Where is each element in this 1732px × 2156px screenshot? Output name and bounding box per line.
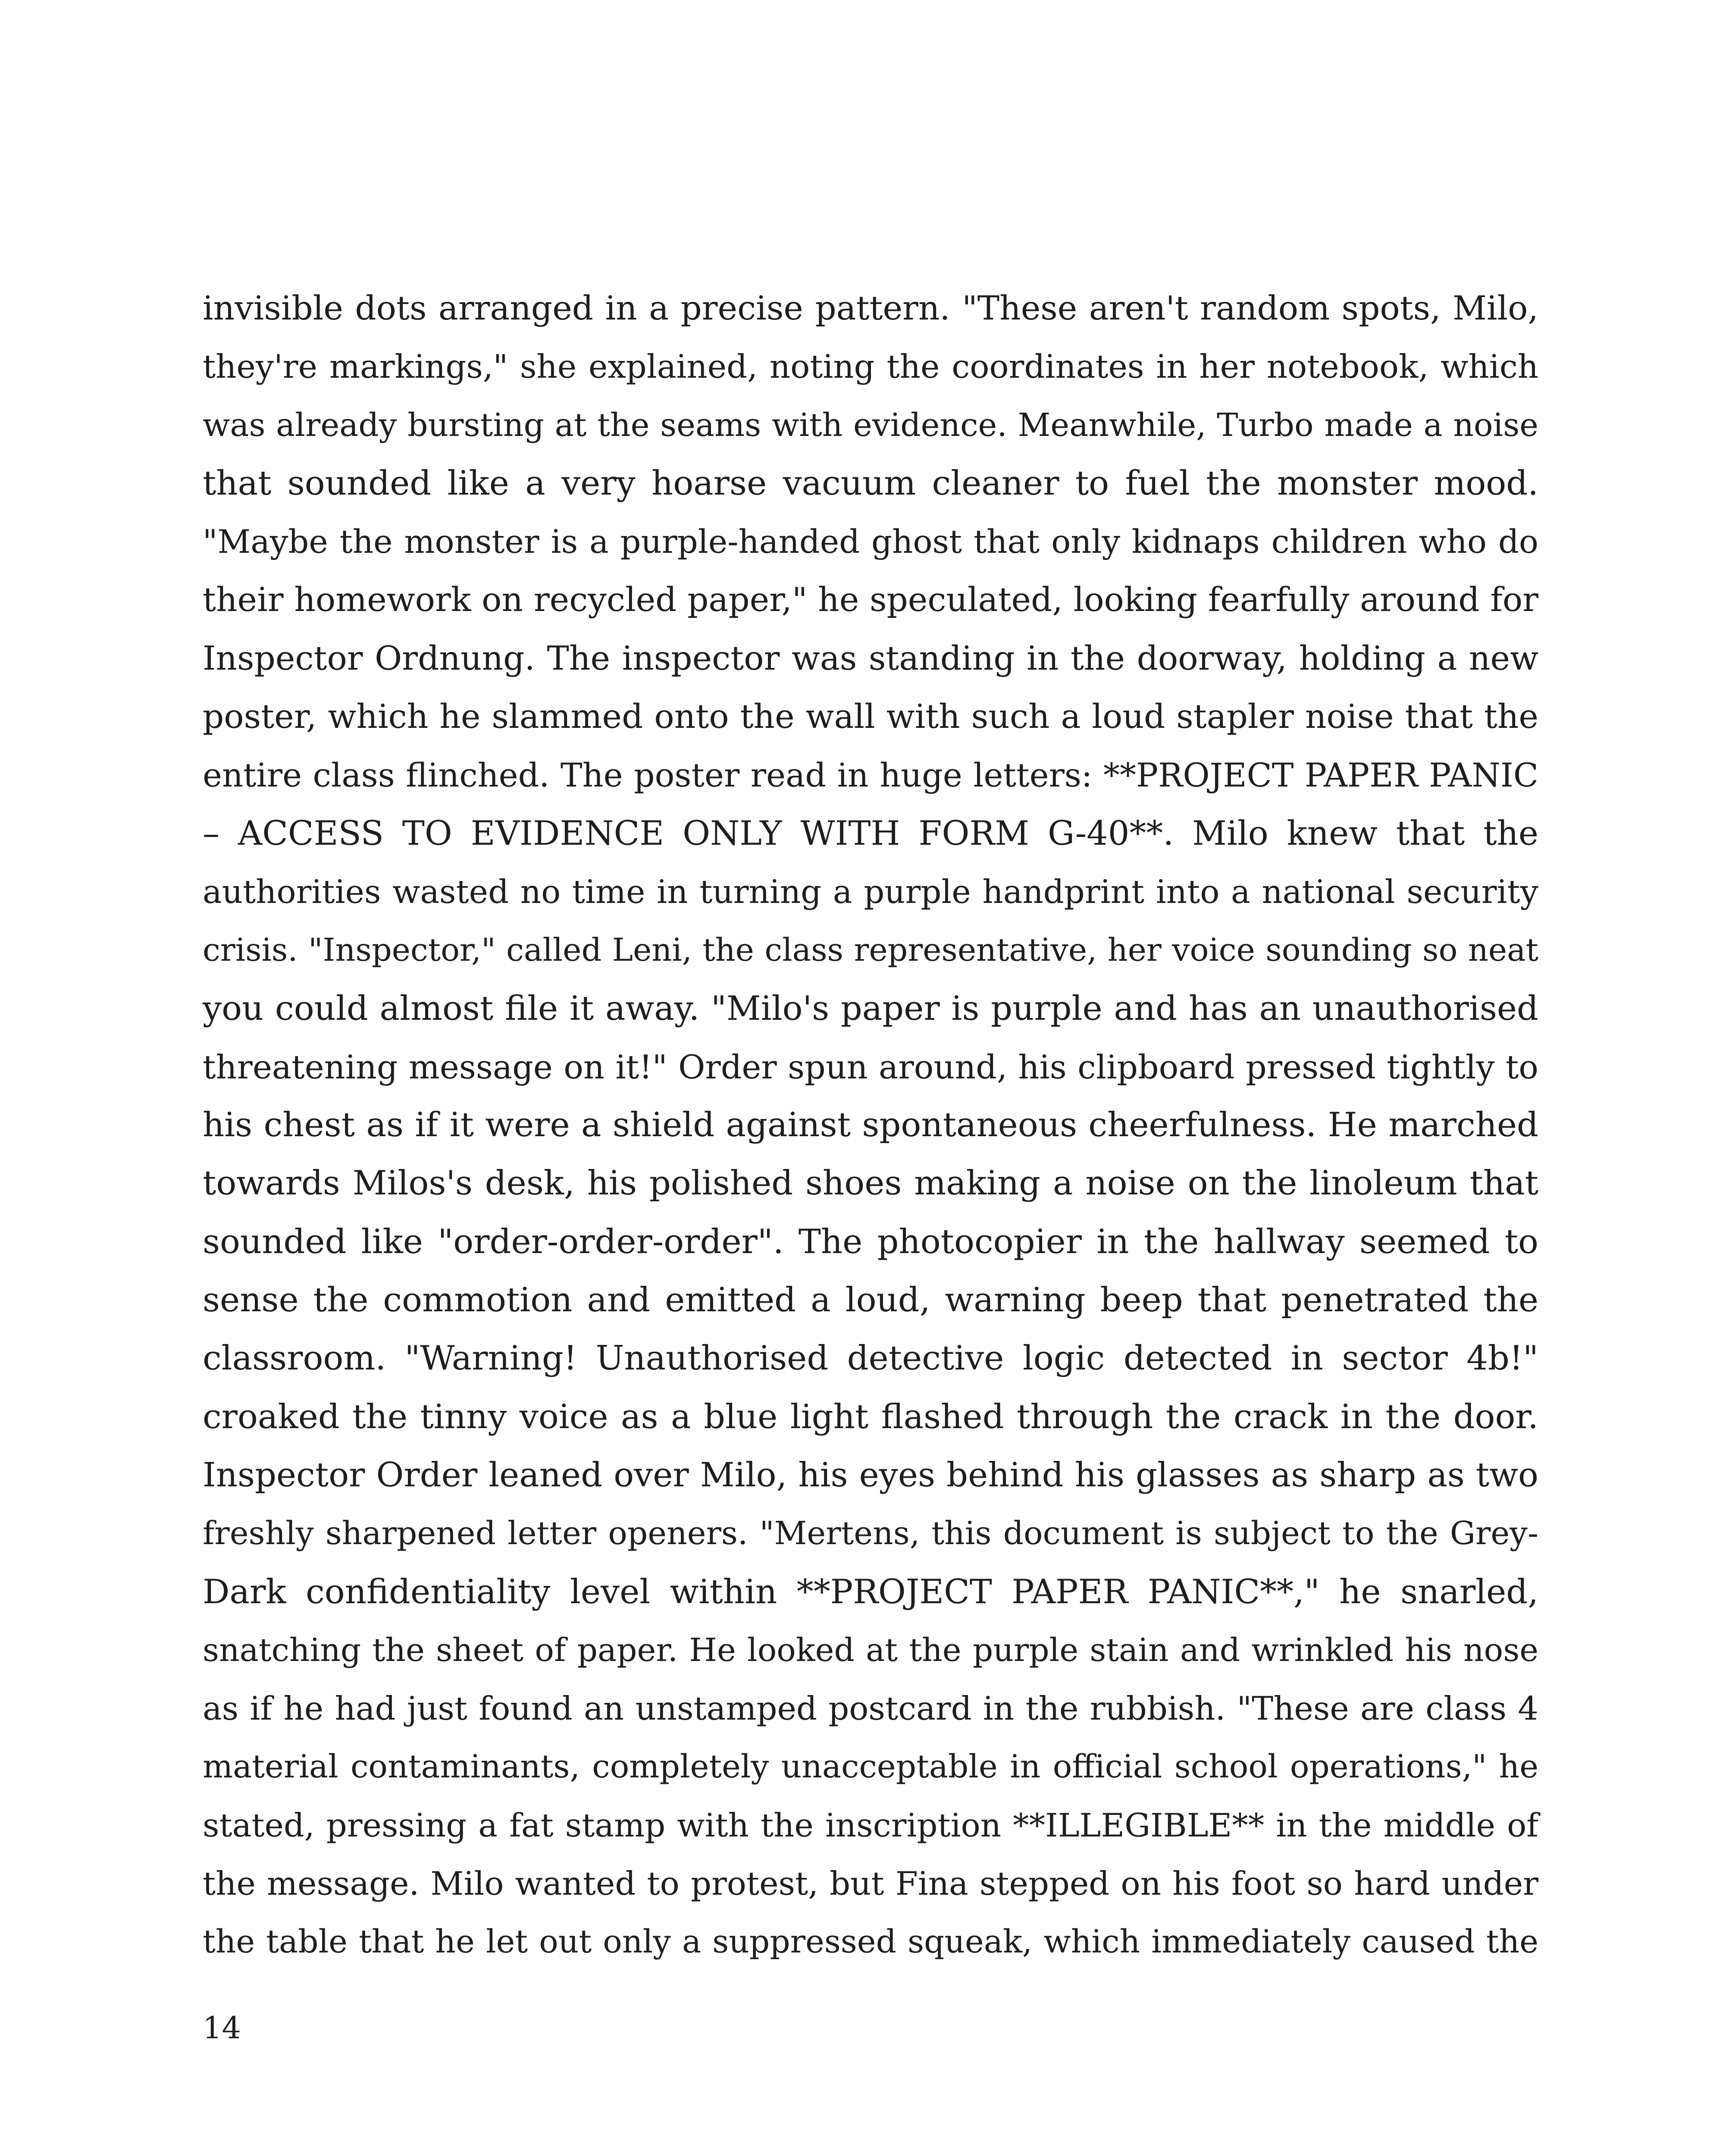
text-line: sounded like "order-order-order". The photocopier in the hallway seemed to: [203, 1222, 1538, 1261]
text-line: his chest as if it were a shield against spontaneous cheerfulness. He marched: [203, 1106, 1538, 1145]
text-line: Inspector Ordnung. The inspector was standing in the doorway, holding a new: [203, 639, 1538, 678]
text-line: Inspector Order leaned over Milo, his eyes behind his glasses as sharp as two: [203, 1455, 1538, 1495]
text-line: stated, pressing a fat stamp with the inscription **ILLEGIBLE** in the middle of: [203, 1806, 1538, 1844]
text-line: "Maybe the monster is a purple-handed ghost that only kidnaps children who do: [203, 523, 1538, 561]
text-line: freshly sharpened letter openers. "Mertens, this document is subject to the Grey-: [203, 1515, 1538, 1552]
text-line: the table that he let out only a suppressed squeak, which immediately caused the: [203, 1923, 1538, 1961]
text-line: classroom. "Warning! Unauthorised detective logic detected in sector 4b!": [203, 1339, 1538, 1378]
text-line: the message. Milo wanted to protest, but Fina stepped on his foot so hard under: [203, 1865, 1538, 1903]
text-line: their homework on recycled paper," he speculated, looking fearfully around for: [203, 581, 1538, 620]
text-line: sense the commotion and emitted a loud, warning beep that penetrated the: [203, 1281, 1538, 1320]
text-line: was already bursting at the seams with evidence. Meanwhile, Turbo made a noise: [203, 406, 1538, 444]
text-line: crisis. "Inspector," called Leni, the class representative, her voice sounding so neat: [203, 932, 1538, 969]
text-line: they're markings," she explained, noting the coordinates in her notebook, which: [203, 348, 1538, 386]
text-line: threatening message on it!" Order spun around, his clipboard pressed tightly to: [203, 1047, 1538, 1086]
text-line: poster, which he slammed onto the wall with such a loud stapler noise that the: [203, 698, 1538, 736]
text-line: towards Milos's desk, his polished shoes making a noise on the linoleum that: [203, 1164, 1538, 1203]
text-line: – ACCESS TO EVIDENCE ONLY WITH FORM G-40**. Milo knew that the: [203, 814, 1538, 853]
text-line: authorities wasted no time in turning a purple handprint into a national security: [203, 872, 1538, 911]
page-number: 14: [203, 2010, 241, 2046]
text-line: croaked the tinny voice as a blue light flashed through the crack in the door.: [203, 1397, 1538, 1436]
text-line: as if he had just found an unstamped postcard in the rubbish. "These are class 4: [203, 1689, 1538, 1728]
text-line: Dark confidentiality level within **PROJECT PAPER PANIC**," he snarled,: [203, 1572, 1538, 1611]
text-line: you could almost file it away. "Milo's paper is purple and has an unauthorised: [203, 989, 1538, 1028]
body-text: [203, 279, 1538, 1971]
text-line: material contaminants, completely unacceptable in official school operations," he: [203, 1748, 1538, 1786]
text-line: invisible dots arranged in a precise pattern. "These aren't random spots, Milo,: [203, 289, 1538, 328]
text-line: entire class flinched. The poster read in huge letters: **PROJECT PAPER PANIC: [203, 756, 1538, 795]
text-line: that sounded like a very hoarse vacuum cleaner to fuel the monster mood.: [203, 464, 1538, 503]
text-line: snatching the sheet of paper. He looked at the purple stain and wrinkled his nose: [203, 1631, 1538, 1669]
